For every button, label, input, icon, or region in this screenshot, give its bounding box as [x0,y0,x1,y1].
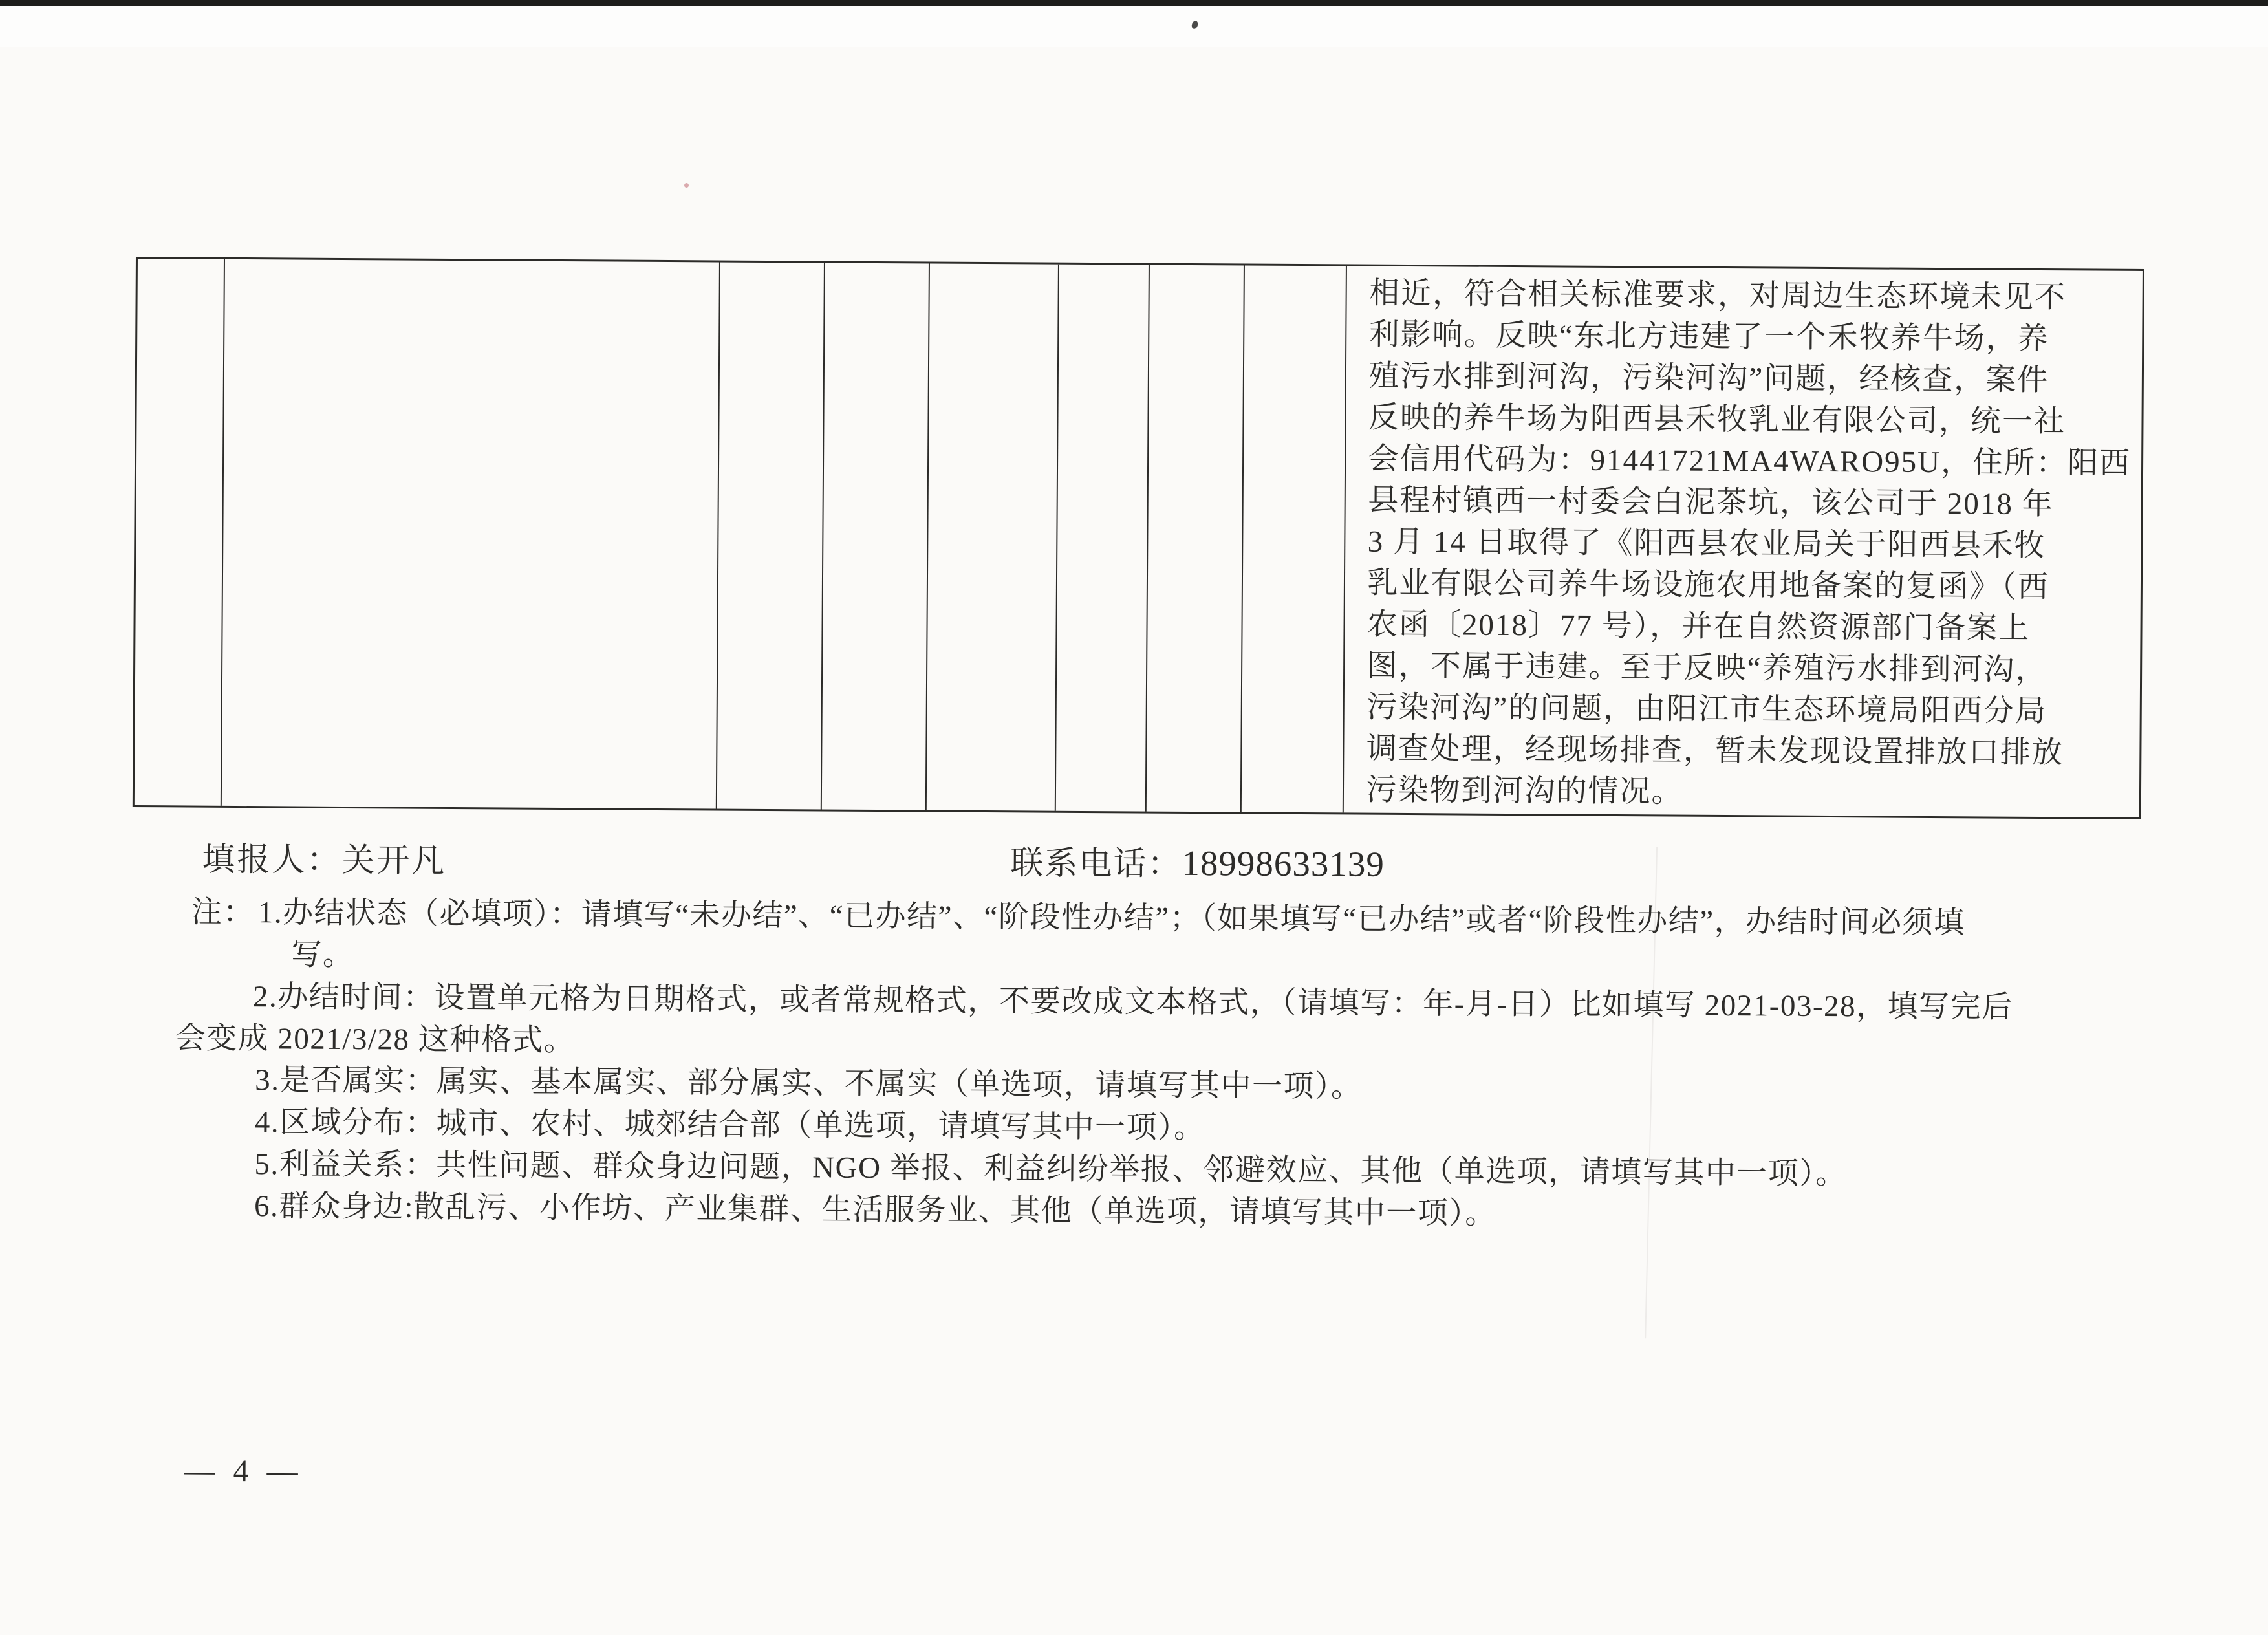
remark-line: 利影响。反映“东北方违建了一个禾牧养牛场，养 [1368,318,2049,356]
remark-line: 调查处理，经现场排查，暂未发现设置排放口排放 [1366,731,2064,770]
phone-number: 18998633139 [1182,843,1385,884]
table-cell-empty-4 [822,263,930,810]
table-cell-empty-2 [222,259,720,809]
table-cell-empty-3 [717,263,825,810]
reporter-label: 填报人： [202,841,342,879]
remark-line: 污染河沟”的问题，由阳江市生态环境局阳西分局 [1366,690,2047,729]
table-cell-empty-7 [1147,265,1245,812]
remark-line: 殖污水排到河沟，污染河沟”问题，经核查，案件 [1368,359,2049,398]
reporter-row [202,832,446,882]
page-number: — 4 — [184,1453,303,1489]
note-line-3: 3.是否属实：属实、基本属实、部分属实、不属实（单选项，请填写其中一项）。 [255,1063,1363,1104]
note-line-2-continued: 会变成 2021/3/28 这种格式。 [175,1021,576,1058]
scan-speck [684,183,689,188]
table-cell-empty-6 [1056,265,1150,812]
note-line-6: 6.群众身边:散乱污、小作坊、产业集群、生活服务业、其他（单选项，请填写其中一项）。 [254,1189,1496,1231]
remark-line: 相近，符合相关标准要求，对周边生态环境未见不 [1368,276,2067,315]
note-line-4: 4.区域分布：城市、农村、城郊结合部（单选项，请填写其中一项）。 [254,1105,1205,1145]
note-line-5: 5.利益关系：共性问题、群众身边问题，NGO 举报、利益纠纷举报、邻避效应、其他（单选项，请填写其中一项）。 [254,1147,1847,1191]
contact-phone-row [1010,836,1385,886]
remark-line: 3 月 14 日取得了《阳西县农业局关于阳西县禾牧 [1367,525,2046,563]
table-cell-empty-8 [1242,265,1347,812]
table-cell-empty-5 [927,264,1059,811]
note-line-2: 2.办结时间：设置单元格为日期格式，或者常规格式，不要改成文本格式，（请填写：年-月-日）比如填写 2021-03-28，填写完后 [252,980,2013,1024]
remark-line: 图，不属于违建。至于反映“养殖污水排到河沟， [1366,649,2047,688]
phone-label: 联系电话： [1010,845,1182,883]
note-line-1: 1.办结状态（必填项）：请填写“未办结”、“已办结”、“阶段性办结”；（如果填写“已办结”或者“阶段性办结”，办结时间必须填 [257,896,1965,940]
remark-line: 农函〔2018〕77 号），并在自然资源部门备案上 [1366,607,2031,645]
remark-line: 县程村镇西一村委会白泥茶坑，该公司于 2018 年 [1367,483,2054,522]
table-cell-remark [1344,266,2143,817]
report-table [133,257,2144,819]
table-cell-empty-1 [135,259,226,806]
remark-line: 污染物到河沟的情况。 [1366,773,1683,809]
note-line-1-continued: 写。 [291,938,354,973]
notes-prefix: 注： [191,895,255,930]
remark-line: 乳业有限公司养牛场设施农用地备案的复函》（西 [1367,566,2050,605]
remark-line: 会信用代码为：91441721MA4WARO95U，住所：阳西 [1368,442,2132,481]
remark-line: 反映的养牛场为阳西县禾牧乳业有限公司，统一社 [1368,400,2066,439]
reporter-name: 关开凡 [341,842,447,880]
